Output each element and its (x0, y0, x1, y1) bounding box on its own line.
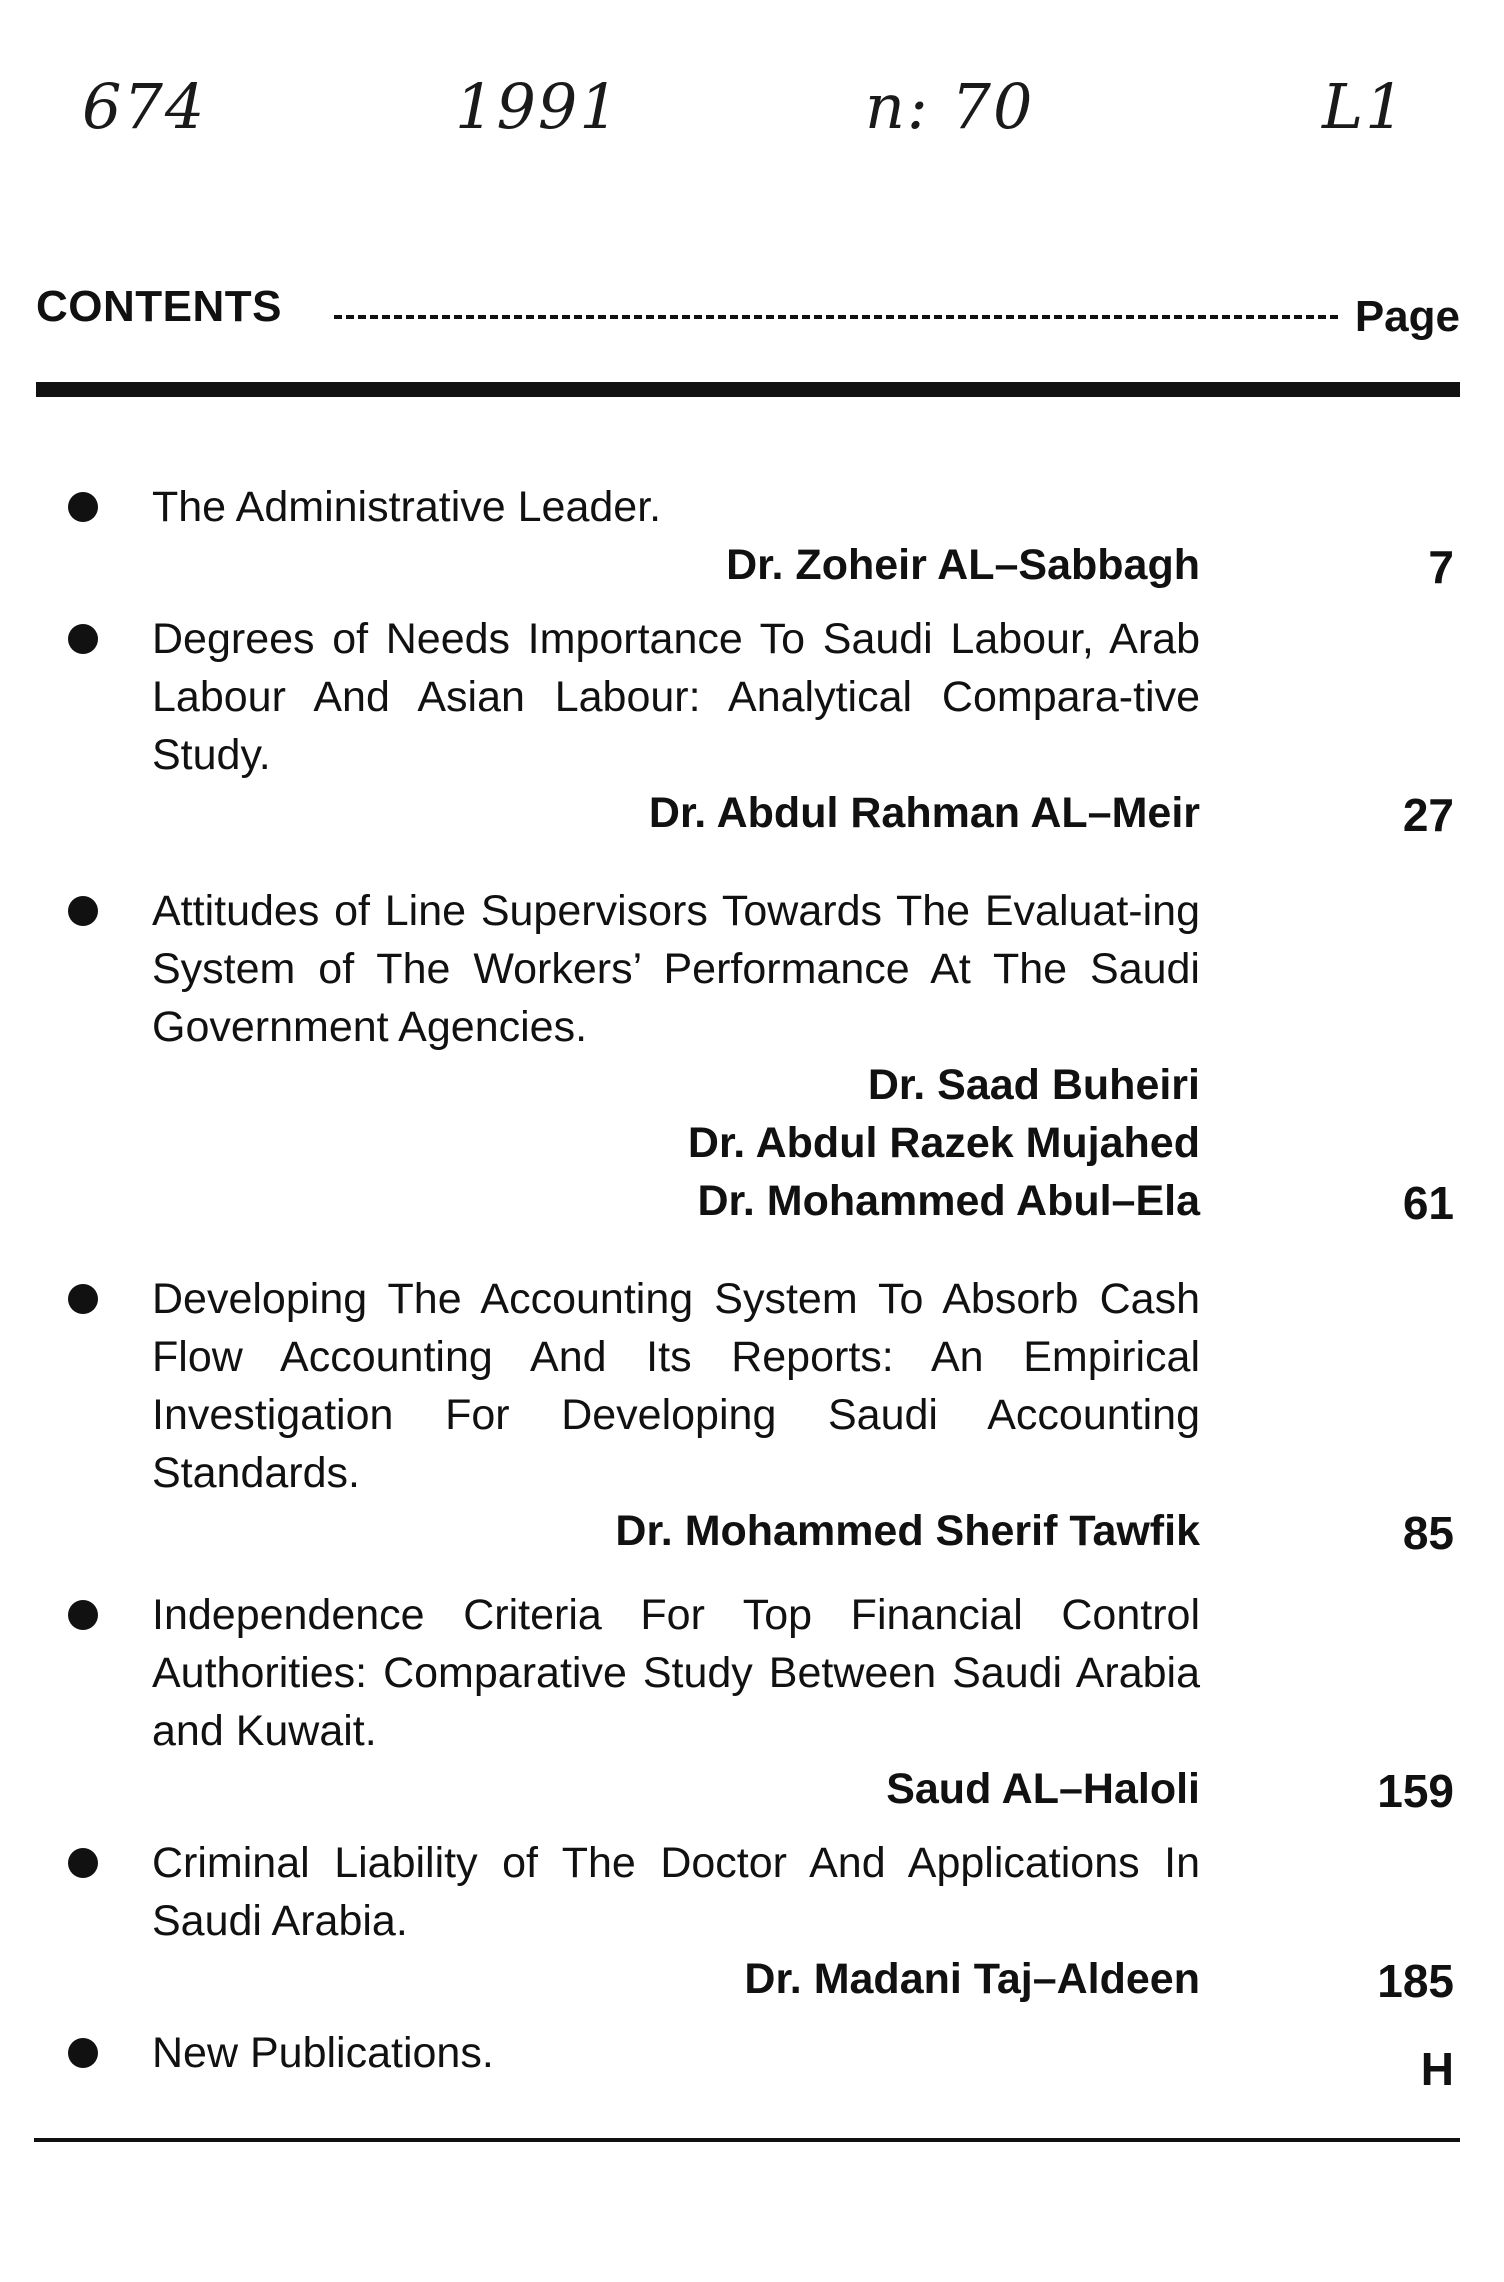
footer-rule (34, 2138, 1460, 2142)
dashed-leader (334, 315, 1338, 319)
author-line (0, 1172, 1504, 1230)
bullet-icon (68, 624, 98, 654)
entry-page-number: 61 (1402, 1177, 1454, 1229)
author-line (0, 536, 1504, 594)
handwritten-annotation-1: 674 (82, 70, 207, 143)
entry-author: Dr. Mohammed Sherif Tawfik (615, 1507, 1200, 1555)
entry-author: Dr. Zoheir AL–Sabbagh (726, 541, 1200, 589)
entry-title: Independence Criteria For Top Financial Control Authorities: Comparative Study Between Saudi Arabia and Kuwait. (152, 1591, 1200, 1755)
entry-page-number: 85 (1402, 1507, 1454, 1559)
entry-title: New Publications. (152, 2029, 494, 2077)
contents-entry (0, 2024, 1504, 2095)
handwritten-annotation-3: n: 70 (865, 70, 1035, 143)
entry-page-number: 159 (1377, 1765, 1454, 1817)
author-line (0, 1114, 1504, 1172)
contents-entry (0, 1270, 1504, 1560)
contents-entry (0, 882, 1504, 1230)
entry-page-number: 7 (1428, 541, 1454, 593)
entry-page-number: 27 (1402, 789, 1454, 841)
bullet-icon (68, 2038, 98, 2068)
entry-author: Dr. Madani Taj–Aldeen (744, 1955, 1200, 2003)
bullet-icon (68, 896, 98, 926)
bullet-icon (68, 1600, 98, 1630)
author-line (0, 1760, 1504, 1818)
bullet-icon (68, 492, 98, 522)
page-column-label: Page (1354, 292, 1460, 341)
entry-page-number: 185 (1377, 1955, 1454, 2007)
header-rule (36, 382, 1460, 397)
contents-header (36, 282, 1460, 342)
entry-title: Degrees of Needs Importance To Saudi Labour, Arab Labour And Asian Labour: Analytical Compara-tive Study. (152, 615, 1200, 779)
entry-page-number: H (1420, 2043, 1454, 2095)
bullet-icon (68, 1848, 98, 1878)
entry-title: The Administrative Leader. (152, 483, 662, 531)
entry-title: Developing The Accounting System To Absorb Cash Flow Accounting And Its Reports: An Empirical Investigation For Developing Saudi Accounting Standards. (152, 1275, 1200, 1497)
author-line (0, 1056, 1504, 1114)
author-line (0, 1950, 1504, 2008)
contents-entry (0, 1834, 1504, 2008)
contents-title: CONTENTS (36, 282, 282, 331)
contents-entry (0, 478, 1504, 594)
contents-entry (0, 610, 1504, 842)
entry-author: Dr. Abdul Razek Mujahed (687, 1119, 1200, 1167)
entry-author: Saud AL–Haloli (886, 1765, 1200, 1813)
bullet-icon (68, 1284, 98, 1314)
entry-author: Dr. Abdul Rahman AL–Meir (648, 789, 1200, 837)
contents-list (0, 478, 1504, 2095)
entry-title: Attitudes of Line Supervisors Towards The Evaluat-ing System of The Workers’ Performance At The Saudi Government Agencies. (152, 887, 1200, 1051)
author-line (0, 1502, 1504, 1560)
author-line (0, 784, 1504, 842)
entry-title: Criminal Liability of The Doctor And Applications In Saudi Arabia. (152, 1839, 1200, 1945)
handwritten-annotation-4: L1 (1322, 70, 1407, 143)
entry-author: Dr. Mohammed Abul–Ela (697, 1177, 1200, 1225)
entry-author: Dr. Saad Buheiri (867, 1061, 1200, 1109)
contents-entry (0, 1586, 1504, 1818)
handwritten-annotation-2: 1991 (455, 70, 621, 143)
